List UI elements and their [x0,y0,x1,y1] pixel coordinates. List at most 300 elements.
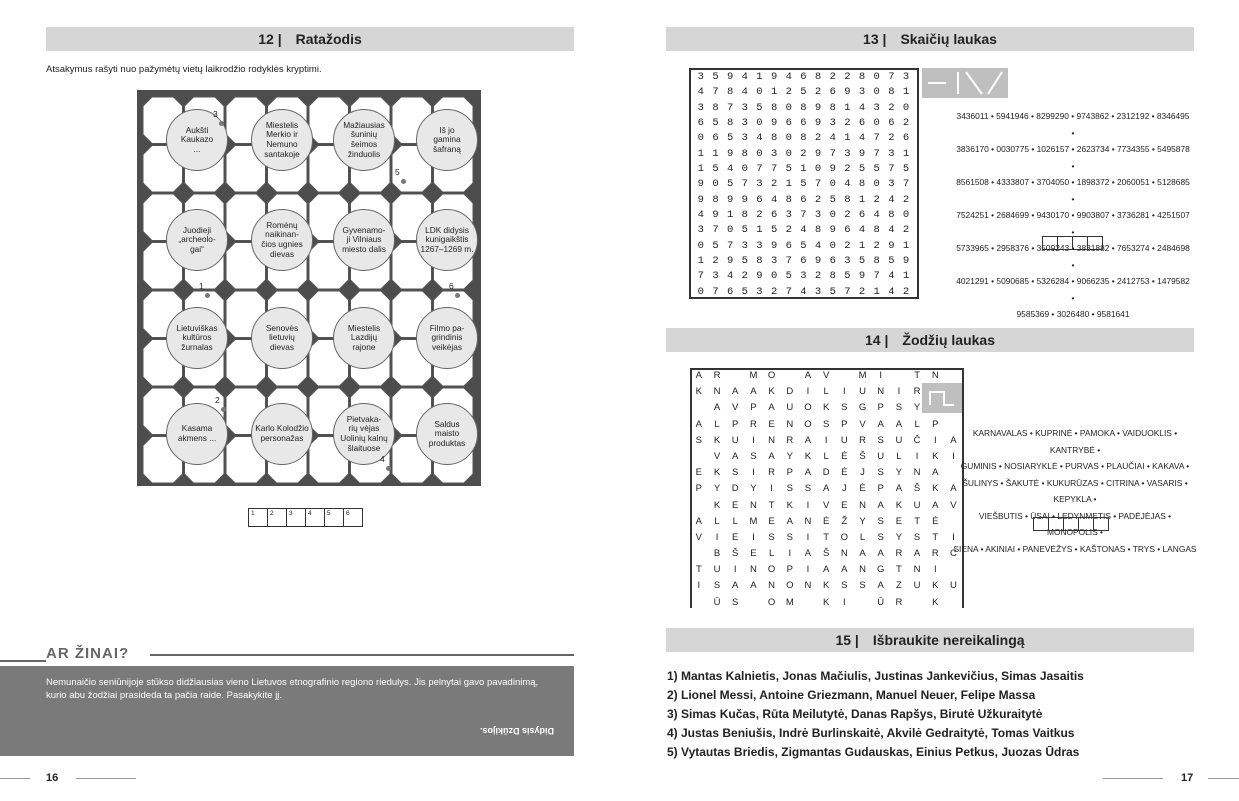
number-cell: 4 [888,193,896,206]
number-cell: 5 [800,178,808,191]
divider [1103,778,1163,779]
letter-cell: V [822,370,830,381]
letter-cell: U [731,434,740,446]
clue-circle: Filmo pa- grindinis veikėjas [416,307,478,369]
letter-cell: O [767,370,776,381]
number-cell: 1 [844,132,852,145]
number-cell: 9 [770,71,779,83]
divider [0,660,46,662]
number-cell: 6 [858,117,867,130]
start-dot [219,121,224,126]
page-number-left: 16 [46,772,59,784]
number-cell: 4 [697,86,705,99]
letter-cell: V [732,402,739,414]
number-cell: 2 [814,270,823,283]
ar-zinai-title: AR ŽINAI? [46,645,130,662]
number-cell: 0 [902,101,911,114]
number-cell: 1 [697,163,705,176]
letter-cell: S [841,580,849,592]
letter-cell: Ė [841,450,849,462]
letter-cell: E [750,548,758,560]
number-cell: 3 [697,101,705,114]
number-cell: 9 [829,224,837,237]
letter-cell: V [859,418,867,430]
letter-cell: K [822,402,830,414]
number-cell: 5 [873,163,881,176]
answer-cell[interactable]: 1 [248,508,268,527]
start-marker: 6 [449,281,454,291]
section-title: Išbraukite nereikalingą [872,632,1025,648]
answer-cell[interactable]: 2 [267,508,287,527]
start-dot [455,293,460,298]
letter-cell: D [822,467,831,479]
number-cell: 3 [800,270,808,283]
number-cell: 3 [741,101,749,114]
number-cell: 9 [829,163,837,176]
number-cell: 9 [726,71,735,83]
number-cell: 0 [829,178,837,191]
letter-cell: M [749,515,758,527]
letter-cell: Č [913,434,922,446]
number-cell: 7 [873,147,881,160]
number-cell: 1 [726,209,735,222]
letter-cell: K [713,434,721,446]
number-cell: 2 [741,270,749,283]
number-cell: 3 [858,86,867,99]
letter-cell: Y [913,402,921,414]
start-marker: 2 [215,395,220,405]
letter-cell: P [786,564,794,576]
numbers-list-line: 8561508 • 4333807 • 3704050 • 1898372 • 2060051 • 5128685 • [956,177,1190,204]
letter-cell: I [752,434,756,446]
answer-box[interactable] [1042,236,1058,250]
letter-cell: I [806,499,810,511]
clue-circle: Miestelis Merkio ir Nemuno santakoje [251,109,313,171]
number-cell: 5 [800,86,808,99]
letter-cell: A [950,483,958,495]
number-cell: 2 [844,163,852,176]
letter-cell: E [841,499,849,511]
number-cell: 9 [858,270,867,283]
letter-cell: E [732,531,739,543]
number-cell: 2 [902,224,911,237]
letter-cell: R [913,386,922,398]
number-cell: 6 [756,193,764,206]
letter-cell: A [932,467,939,479]
number-cell: 7 [741,178,749,191]
number-cell: 5 [785,270,793,283]
number-cell: 6 [785,239,793,252]
numbers-list [955,108,1191,323]
answer-cell[interactable]: 4 [305,508,325,527]
letter-cell: I [752,531,756,543]
letter-cell: M [749,370,758,381]
number-cell: 8 [888,86,896,99]
number-cell: 6 [829,86,837,99]
letter-cell: I [697,580,701,592]
letter-cell: M [858,370,867,381]
letter-cell: Ė [841,467,849,479]
number-cell: 3 [888,178,896,191]
letter-cell: S [877,434,885,446]
number-cell: 2 [844,71,852,83]
answer-box[interactable] [1078,517,1094,531]
number-cell: 9 [712,209,720,222]
letter-cell: Y [895,531,903,543]
number-cell: 6 [888,117,896,130]
letter-cell: K [768,386,776,398]
number-cell: 4 [829,132,837,145]
number-cell: 8 [726,86,735,99]
letter-cell: L [823,386,830,398]
number-cell: 8 [873,224,881,237]
number-cell: 4 [800,285,808,298]
letter-cell: S [786,483,794,495]
number-cell: 0 [756,117,764,130]
number-cell: 7 [785,285,793,298]
letter-cell: K [932,450,939,462]
number-cell: 5 [902,163,911,176]
clue-circle: Karlo Kolodžio personažas [251,403,313,465]
number-cell: 4 [785,71,793,83]
number-cell: 4 [697,209,705,222]
letter-cell: N [877,386,885,398]
letter-cell: K [932,596,939,608]
number-cell: 4 [741,86,749,99]
letter-cell: Ū [713,596,721,608]
words-list-line: VIEŠBUTIS • ŪSAI • LEDYNMETIS • PADĖJĖJAS • MONOPOLIS • [978,510,1172,537]
answer-box[interactable] [1063,517,1079,531]
number-cell: 1 [800,163,808,176]
letter-cell: T [823,531,830,543]
answer-box[interactable] [1087,236,1103,250]
number-cell: 3 [741,239,749,252]
number-cell: 2 [829,71,837,83]
letter-cell: A [750,580,758,592]
number-cell: 2 [873,193,881,206]
letter-cell: L [823,450,830,462]
start-marker: 5 [395,167,400,177]
letter-cell: N [786,418,794,430]
ar-zinai-answer: Didysis Dzūkijos. [480,726,555,736]
number-cell: 0 [785,132,793,145]
ratazodis-grid [137,90,481,486]
letter-cell: E [895,515,903,527]
numbers-list-line: 3436011 • 5941946 • 8299290 • 9743862 • 2312192 • 8346495 • [956,111,1190,138]
number-cell: 2 [902,117,911,130]
number-cell: 9 [726,147,735,160]
letter-cell: L [714,515,721,527]
number-cell: 9 [902,255,911,268]
section-14-header [666,328,1194,352]
letter-cell: A [804,434,812,446]
number-cell: 8 [785,193,793,206]
number-grid-row [691,193,917,208]
number-cell: 0 [873,71,881,83]
letter-cell: Š [859,450,867,462]
numbers-list-line: 4021291 • 5090685 • 5326284 • 9066235 • 2412753 • 1479582 • [956,276,1190,303]
letter-cell: Y [859,515,867,527]
list-item: 4) Justas Beniušis, Indrė Burlinskaitė, Akvilė Gedraitytė, Tomas Vaitkus [667,726,1075,740]
letter-cell: A [732,580,739,592]
number-cell: 8 [829,270,837,283]
number-cell: 5 [712,239,720,252]
number-cell: 9 [814,147,823,160]
answer-cell[interactable]: 6 [343,508,363,527]
number-cell: 9 [741,193,749,206]
answer-box[interactable] [1048,517,1064,531]
number-cell: 4 [741,71,749,83]
number-cell: 8 [756,255,764,268]
words-list-line: SIENA • AKINIAI • PANEVĖŽYS • KAŠTONAS • TRYS • LANGAS [953,543,1197,554]
number-cell: 9 [697,178,705,191]
letter-cell: Y [713,483,721,495]
number-cell: 2 [858,285,867,298]
letter-cell: S [695,434,703,446]
letter-cell: M [785,596,795,608]
number-cell: 5 [756,101,764,114]
section-number: 13 | [863,31,887,47]
words-list [953,425,1197,557]
number-cell: 9 [697,193,705,206]
letter-cell: N [749,499,758,511]
number-cell: 0 [697,285,705,298]
divider [0,778,30,779]
letter-cell: R [749,418,758,430]
letter-cell: J [841,483,848,495]
letter-cell: O [767,564,776,576]
start-dot [221,407,226,412]
number-cell: 5 [829,193,837,206]
letter-cell: R [895,548,903,560]
number-cell: 6 [844,224,852,237]
number-grid-row [691,70,917,85]
letter-cell: I [806,386,810,398]
letter-cell: P [841,418,849,430]
number-cell: 0 [873,86,881,99]
letter-cell: S [859,580,867,592]
number-grid-row [691,269,917,284]
number-cell: 1 [756,71,764,83]
letter-cell: I [733,564,738,576]
letter-cell: J [860,467,866,479]
letter-cell: P [786,467,794,479]
number-cell: 3 [741,117,749,130]
number-cell: 9 [770,117,779,130]
letter-cell: N [804,515,812,527]
number-cell: 5 [844,270,852,283]
letter-cell: I [752,467,756,479]
letter-cell: R [859,434,867,446]
numbers-list-line: 7524251 • 2684699 • 9430170 • 9903807 • 3736281 • 4251507 • [956,210,1190,237]
letter-cell: U [786,402,794,414]
letter-cell: K [932,580,939,592]
number-cell: 2 [844,209,852,222]
number-cell: 7 [873,132,881,145]
number-cell: 4 [770,193,779,206]
number-cell: 4 [888,224,896,237]
number-cell: 5 [712,163,720,176]
number-cell: 0 [697,132,705,145]
number-cell: 9 [844,86,852,99]
letter-cell: A [877,580,885,592]
letter-cell: Š [732,548,739,560]
number-cell: 1 [697,255,705,268]
number-cell: 7 [844,285,852,298]
divider [76,778,136,779]
letter-cell: E [768,515,776,527]
letter-cell: P [932,418,939,430]
answer-box[interactable] [1072,236,1088,250]
number-cell: 5 [829,285,837,298]
number-cell: 7 [726,239,735,252]
letter-cell: K [804,450,812,462]
number-cell: 6 [785,117,793,130]
number-cell: 7 [902,178,911,191]
letter-cell: I [806,564,810,576]
number-grid-row [691,239,917,254]
letter-cell: S [877,515,885,527]
letter-cell: N [931,370,940,381]
start-marker: 4 [380,454,385,464]
letter-cell: N [859,564,867,576]
number-cell: 3 [741,132,749,145]
number-cell: 6 [800,71,808,83]
letter-cell: U [859,386,867,398]
number-cell: 2 [814,86,823,99]
letter-cell: S [768,531,776,543]
letter-cell: S [786,531,794,543]
letter-cell: U [877,450,885,462]
numbers-list-line: 3836170 • 0030775 • 1026157 • 2623734 • 7734355 • 5495878 • [956,144,1190,171]
letter-cell: A [695,515,703,527]
number-cell: 3 [697,71,705,83]
number-cell: 8 [726,117,735,130]
letter-cell: I [770,483,774,495]
number-cell: 0 [697,239,705,252]
words-list-line: KARNAVALAS • KUPRINĖ • PAMOKA • VAIDUOKLIS • KANTRYBĖ • [972,428,1178,455]
letter-cell: I [897,386,901,398]
number-cell: 4 [858,101,867,114]
answer-box[interactable] [1093,517,1109,531]
number-cell: 3 [785,209,793,222]
number-cell: 4 [844,178,852,191]
number-grid-row [691,147,917,162]
answer-cell[interactable]: 3 [286,508,306,527]
letter-cell: S [877,531,885,543]
letter-cell: A [895,418,903,430]
clue-circle: Romėnų naikinan- čios ugnies dievas [251,209,313,271]
letter-cell: U [913,580,922,592]
number-cell: 5 [741,224,749,237]
letter-cell: A [877,418,885,430]
answer-cell[interactable]: 5 [324,508,344,527]
letter-cell: P [695,483,703,495]
letter-cell: U [950,580,958,592]
number-cell: 6 [800,117,808,130]
number-cell: 1 [844,101,852,114]
letter-cell: C [950,548,958,560]
answer-boxes [1043,236,1103,250]
answer-box[interactable] [1033,517,1049,531]
number-cell: 7 [888,71,896,83]
number-cell: 4 [814,239,823,252]
number-cell: 0 [770,270,779,283]
number-cell: 7 [712,86,720,99]
number-cell: 9 [770,239,779,252]
number-cell: 3 [770,255,779,268]
letter-cell: T [932,531,939,543]
number-cell: 5 [726,132,735,145]
letter-cell: I [824,434,828,446]
letter-cell: U [713,564,721,576]
number-cell: 2 [814,132,823,145]
letter-cell: A [732,386,739,398]
number-cell: 1 [902,86,911,99]
letter-cell: V [950,499,958,511]
letter-cell: S [895,402,903,414]
number-cell: 0 [741,163,749,176]
letter-cell: Š [822,548,830,560]
number-grid-row [691,116,917,131]
letter-cell: N [913,564,922,576]
letter-cell: I [952,450,956,462]
number-cell: 0 [756,86,764,99]
number-cell: 6 [829,255,837,268]
letter-cell: D [786,386,794,398]
number-cell: 7 [800,209,808,222]
clue-circle: LDK didysis kunigaikštis 1267–1269 m. [416,209,478,271]
divider [1208,778,1239,779]
letter-cell: L [768,548,775,560]
number-cell: 0 [902,209,911,222]
number-cell: 2 [756,209,764,222]
letter-cell: U [913,499,922,511]
number-cell: 2 [902,285,911,298]
number-grid-row [691,101,917,116]
letter-cell: P [732,418,739,430]
number-cell: 8 [814,224,823,237]
start-marker: 3 [213,109,218,119]
letter-cell: I [879,370,883,381]
list-item: 2) Lionel Messi, Antoine Griezmann, Manuel Neuer, Felipe Massa [667,688,1036,702]
section-title: Ratažodis [295,31,362,47]
number-cell: 8 [741,209,749,222]
letter-cell: I [843,386,847,398]
number-cell: 8 [800,101,808,114]
section-title: Skaičių laukas [900,31,997,47]
number-cell: 6 [697,117,705,130]
number-cell: 0 [712,178,720,191]
list-item: 3) Simas Kučas, Rūta Meilutytė, Danas Rapšys, Birutė Užkuraitytė [667,707,1043,721]
letter-cell: N [768,580,776,592]
numbers-list-line: 5733965 • 2958376 • 3509243 • 3831882 • 7653274 • 2484698 • [956,243,1190,270]
number-cell: 5 [800,239,808,252]
answer-box[interactable] [1057,236,1073,250]
letter-cell: S [877,467,885,479]
section-title: Žodžių laukas [902,332,995,348]
letter-cell: Y [786,450,794,462]
number-cell: 3 [756,285,764,298]
number-cell: 5 [726,178,735,191]
number-grid-row [691,254,917,269]
letter-cell: A [877,499,885,511]
clue-circle: Miestelis Lazdijų rajone [333,307,395,369]
letter-cell: S [750,450,758,462]
letter-cell: K [932,483,939,495]
letter-cell: S [713,580,721,592]
letter-cell: R [895,596,903,608]
